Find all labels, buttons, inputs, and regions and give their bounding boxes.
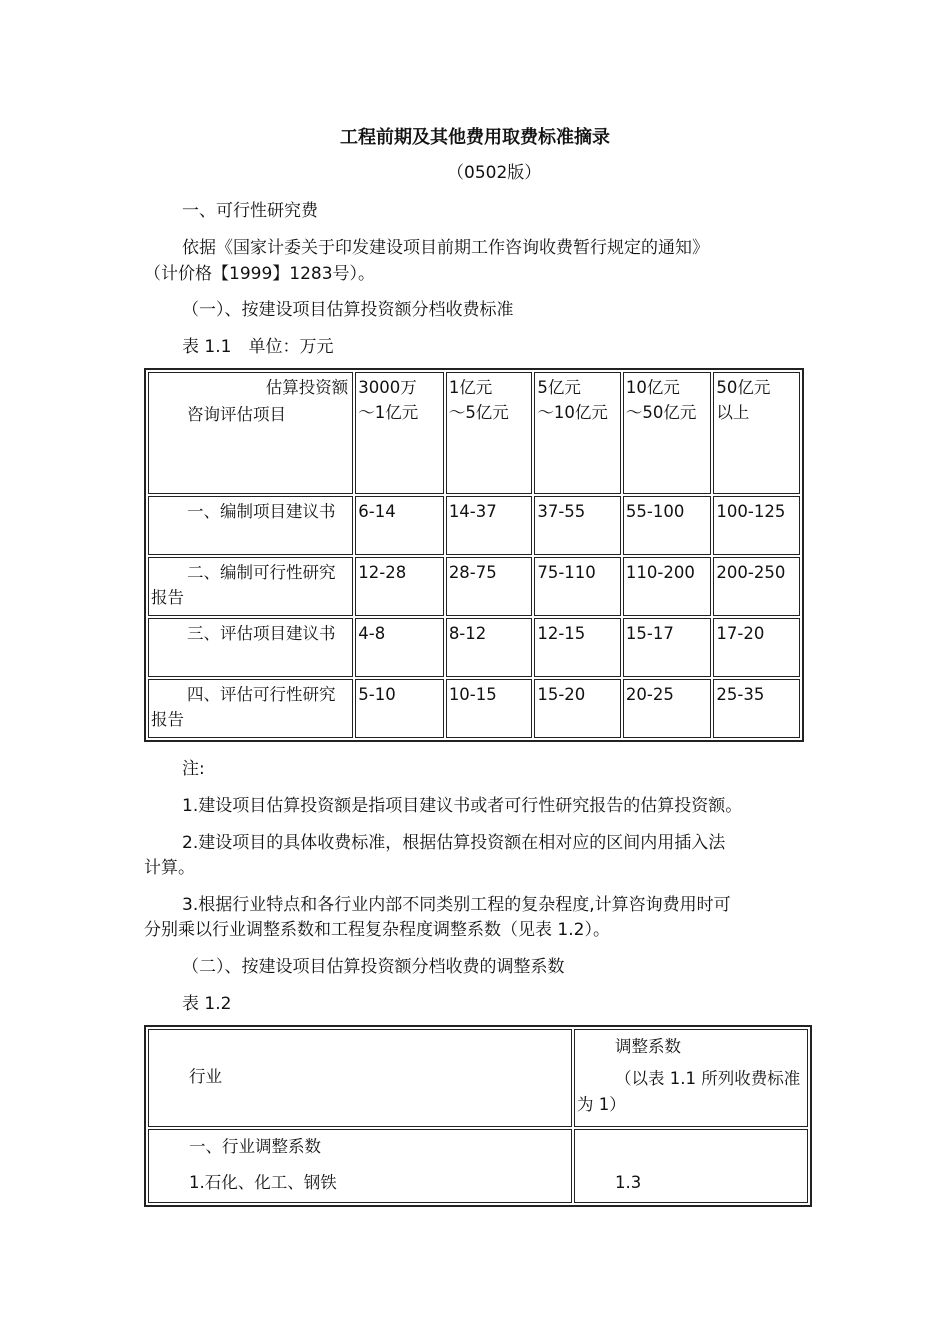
document-version: （0502版） xyxy=(447,163,542,183)
value-cell: 25-35 xyxy=(713,679,800,738)
note-2: 2.建设项目的具体收费标准，根据估算投资额在相对应的区间内用插入法 xyxy=(182,833,726,853)
corner-top-label: 估算投资额 xyxy=(265,378,349,397)
section-heading: 一、可行性研究费 xyxy=(182,201,318,221)
row-label-cell: 三、评估项目建议书 xyxy=(148,618,353,677)
table-row xyxy=(148,557,800,616)
table-row xyxy=(148,679,800,738)
corner-bottom-label: 咨询评估项目 xyxy=(187,405,286,424)
value-cell: 12-15 xyxy=(534,618,621,677)
value-cell: 17-20 xyxy=(713,618,800,677)
table-row xyxy=(148,618,800,677)
basis-text-cont: （计价格【1999】1283号）。 xyxy=(144,264,376,284)
value-cell: 6-14 xyxy=(355,496,444,555)
value-cell: 15-20 xyxy=(534,679,621,738)
fee-standard-table xyxy=(144,368,804,742)
value-cell: 110-200 xyxy=(623,557,712,616)
value-cell: 20-25 xyxy=(623,679,712,738)
table-row xyxy=(148,496,800,555)
column-header: 1亿元 ～5亿元 xyxy=(446,372,533,494)
note-3-cont: 分别乘以行业调整系数和工程复杂程度调整系数（见表 1.2）。 xyxy=(144,920,610,940)
coefficient-header-cell: 调整系数 （以表 1.1 所列收费标准为 1） xyxy=(574,1029,808,1127)
table-caption: 表 1.1 单位：万元 xyxy=(182,337,334,357)
table-caption: 表 1.2 xyxy=(182,994,232,1014)
value-cell: 12-28 xyxy=(355,557,444,616)
industry-cell: 一、行业调整系数 1.石化、化工、钢铁 xyxy=(148,1129,572,1203)
notes-label: 注: xyxy=(182,759,205,779)
table-header-row xyxy=(148,372,800,494)
value-cell: 75-110 xyxy=(534,557,621,616)
industry-header-cell: 行业 xyxy=(148,1029,572,1127)
column-header: 50亿元 以上 xyxy=(713,372,800,494)
value-cell: 55-100 xyxy=(623,496,712,555)
coefficient-cell: 1.3 xyxy=(574,1129,808,1203)
note-2-cont: 计算。 xyxy=(144,858,195,878)
row-label-cell: 四、评估可行性研究报告 xyxy=(148,679,353,738)
value-cell: 37-55 xyxy=(534,496,621,555)
table-row xyxy=(148,1129,808,1203)
value-cell: 28-75 xyxy=(446,557,533,616)
document-title: 工程前期及其他费用取费标准摘录 xyxy=(340,127,610,148)
row-label-cell: 二、编制可行性研究报告 xyxy=(148,557,353,616)
basis-text: 依据《国家计委关于印发建设项目前期工作咨询收费暂行规定的通知》 xyxy=(182,238,709,258)
table-header-row xyxy=(148,1029,808,1127)
subsection-heading: （二）、按建设项目估算投资额分档收费的调整系数 xyxy=(182,957,565,977)
value-cell: 200-250 xyxy=(713,557,800,616)
column-header: 3000万 ～1亿元 xyxy=(355,372,444,494)
corner-header-cell xyxy=(148,372,353,494)
value-cell: 10-15 xyxy=(446,679,533,738)
value-cell: 8-12 xyxy=(446,618,533,677)
note-3: 3.根据行业特点和各行业内部不同类别工程的复杂程度,计算咨询费用时可 xyxy=(182,895,731,915)
value-cell: 15-17 xyxy=(623,618,712,677)
adjustment-coefficient-table xyxy=(144,1025,812,1207)
subsection-heading: （一）、按建设项目估算投资额分档收费标准 xyxy=(182,300,514,320)
note-1: 1.建设项目估算投资额是指项目建议书或者可行性研究报告的估算投资额。 xyxy=(182,796,743,816)
value-cell: 14-37 xyxy=(446,496,533,555)
column-header: 10亿元 ～50亿元 xyxy=(623,372,712,494)
value-cell: 5-10 xyxy=(355,679,444,738)
value-cell: 4-8 xyxy=(355,618,444,677)
value-cell: 100-125 xyxy=(713,496,800,555)
row-label-cell: 一、编制项目建议书 xyxy=(148,496,353,555)
column-header: 5亿元 ～10亿元 xyxy=(534,372,621,494)
